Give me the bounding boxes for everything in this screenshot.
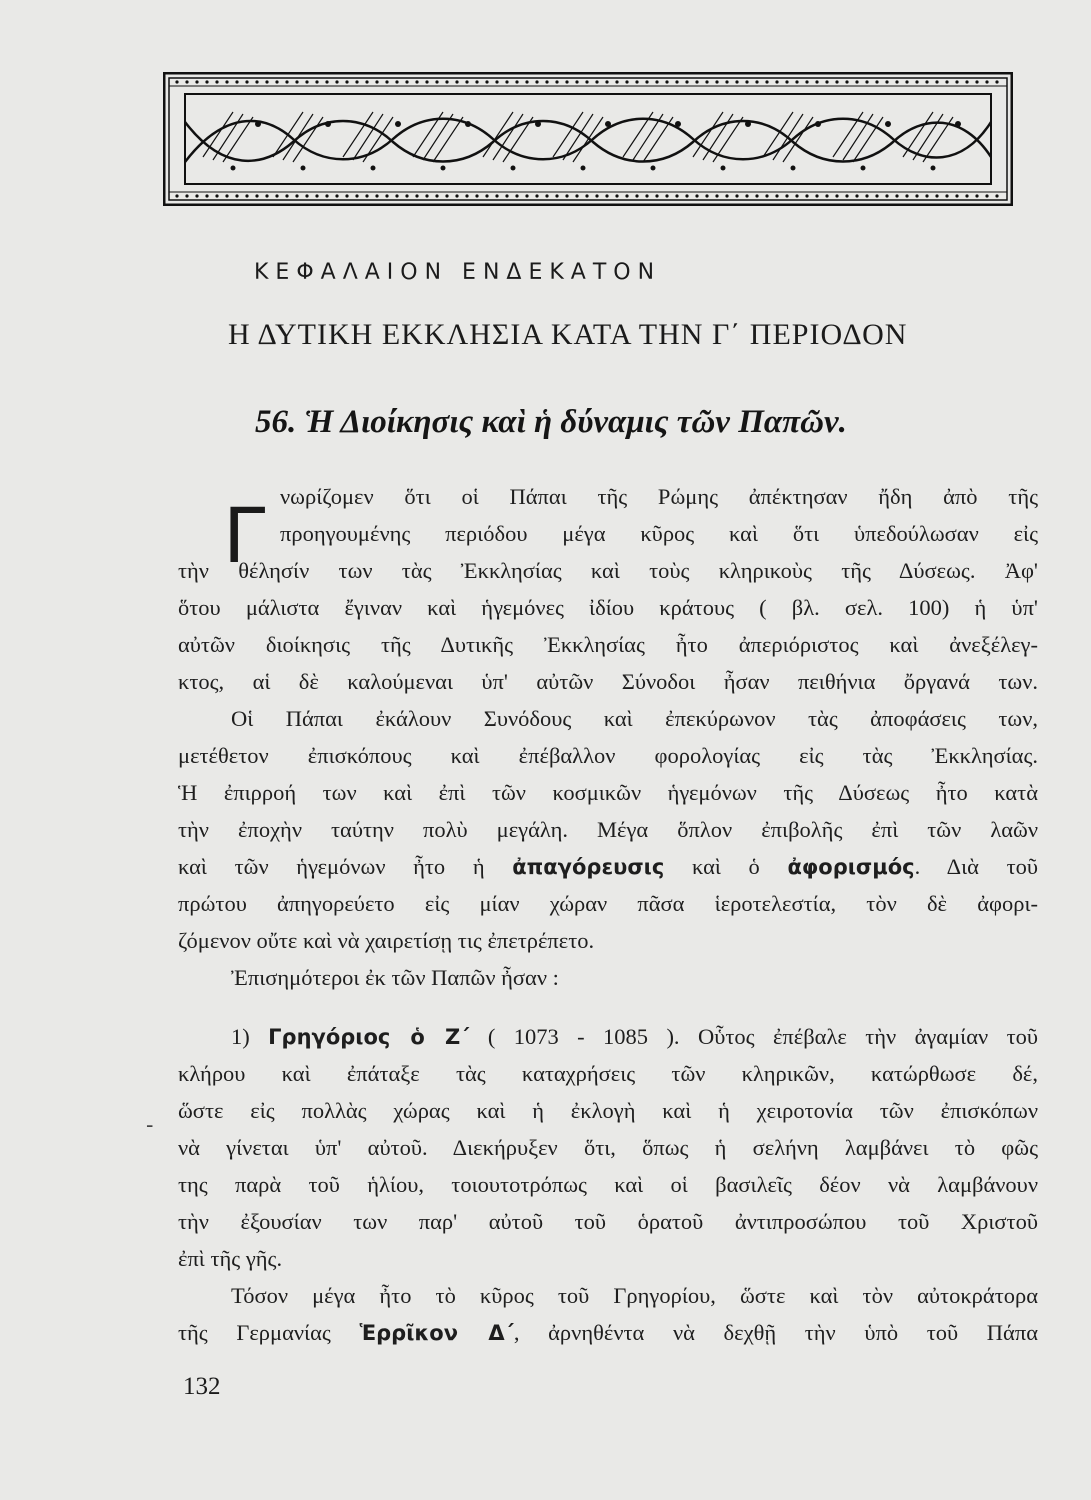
text-run: καὶ ὁ	[664, 854, 788, 879]
text-line: της παρὰ τοῦ ἡλίου, τοιουτοτρόπως καὶ οἱ βασιλεῖς δέον νὰ λαμβάνουν	[178, 1172, 1038, 1197]
text-line: πρώτου ἀπηγορεύετο εἰς μίαν χώραν πᾶσα ἱεροτελεστία, τὸν δὲ ἀφορι-	[178, 891, 1038, 916]
text-line: ζόμενον οὔτε καὶ νὰ χαιρετίσῃ τις ἐπετρέπετο.	[178, 928, 595, 953]
text-line: Ἐπισημότεροι ἐκ τῶν Παπῶν ἦσαν :	[231, 965, 559, 990]
text-run: ( 1073 - 1085 ). Οὗτος ἐπέβαλε τὴν ἀγαμίαν τοῦ	[469, 1024, 1039, 1049]
text-run: . Διὰ τοῦ	[914, 854, 1039, 879]
text-run: καὶ τῶν ἡγεμόνων ἦτο ἡ	[178, 854, 513, 879]
text-line	[178, 848, 1038, 885]
text-line: νὰ γίνεται ὑπ' αὐτοῦ. Διεκήρυξεν ὅτι, ὅπως ἡ σελήνη λαμβάνει τὸ φῶς	[178, 1135, 1038, 1160]
text-line: ἐπὶ τῆς γῆς.	[178, 1246, 283, 1271]
chapter-title: Η ΔΥΤΙΚΗ ΕΚΚΛΗΣΙΑ ΚΑΤΑ ΤΗΝ Γ΄ ΠΕΡΙΟΔΟΝ	[228, 318, 908, 351]
bold-term: Γρηγόριος ὁ Ζ΄	[268, 1025, 470, 1049]
drop-cap: Γ	[223, 491, 266, 580]
chapter-label: ΚΕΦΑΛΑΙΟΝ ΕΝΔΕΚΑΤΟΝ	[254, 260, 662, 285]
text-line	[178, 1018, 1038, 1055]
text-line: Ἡ ἐπιρροή των καὶ ἐπὶ τῶν κοσμικῶν ἡγεμόνων τῆς Δύσεως ἦτο κατὰ	[178, 780, 1038, 805]
text-run: , ἀρνηθέντα νὰ δεχθῇ τὴν ὑπὸ τοῦ Πάπα	[513, 1320, 1038, 1345]
text-line: αὐτῶν διοίκησις τῆς Δυτικῆς Ἐκκλησίας ἦτο ἀπεριόριστος καὶ ἀνεξέλεγ-	[178, 632, 1038, 657]
section-title: 56. Ἡ Διοίκησις καὶ ἡ δύναμις τῶν Παπῶν.	[255, 404, 847, 440]
text-line: κλήρου καὶ ἐπάταξε τὰς καταχρήσεις τῶν κληρικῶν, κατώρθωσε δέ,	[178, 1061, 1038, 1086]
text-line: τὴν ἐξουσίαν των παρ' αὐτοῦ τοῦ ὁρατοῦ ἀντιπροσώπου τοῦ Χριστοῦ	[178, 1209, 1038, 1234]
paragraph-gap	[178, 996, 1038, 1018]
text-run: τῆς Γερμανίας	[178, 1320, 360, 1345]
paragraph-3	[178, 959, 1038, 996]
paragraph-5	[178, 1277, 1038, 1351]
bold-term: Ἑρρῖκον Δ΄	[359, 1321, 514, 1345]
text-line: ὅτου μάλιστα ἔγιναν καὶ ἡγεμόνες ἰδίου κράτους ( βλ. σελ. 100) ἡ ὑπ'	[178, 595, 1038, 620]
text-line: Τόσον μέγα ἦτο τὸ κῦρος τοῦ Γρηγορίου, ὥστε καὶ τὸν αὐτοκράτορα	[231, 1283, 1038, 1308]
bold-term: ἀπαγόρευσις	[512, 855, 665, 879]
text-line	[178, 1314, 1038, 1351]
text-line: νωρίζομεν ὅτι οἱ Πάπαι τῆς Ρώμης ἀπέκτησαν ἤδη ἀπὸ τῆς	[280, 484, 1038, 509]
paragraph-2	[178, 700, 1038, 959]
text-line: προηγουμένης περιόδου μέγα κῦρος καὶ ὅτι ὑπεδούλωσαν εἰς	[280, 521, 1038, 546]
paragraph-1	[178, 478, 1038, 700]
text-line: μετέθετον ἐπισκόπους καὶ ἐπέβαλλον φορολογίας εἰς τὰς Ἐκκλησίας.	[178, 743, 1038, 768]
margin-mark: -	[146, 1113, 154, 1138]
text-line: κτος, αἱ δὲ καλούμεναι ὑπ' αὐτῶν Σύνοδοι ἦσαν πειθήνια ὄργανά των.	[178, 669, 1038, 694]
paragraph-4	[178, 1018, 1038, 1277]
text-line: τὴν θέλησίν των τὰς Ἐκκλησίας καὶ τοὺς κληρικοὺς τῆς Δύσεως. Ἀφ'	[178, 558, 1038, 583]
bold-term: ἀφορισμός	[787, 855, 915, 879]
body-text	[178, 478, 1038, 1351]
text-line: Οἱ Πάπαι ἐκάλουν Συνόδους καὶ ἐπεκύρωνον τὰς ἀποφάσεις των,	[231, 706, 1038, 731]
text-run: 1)	[231, 1024, 269, 1049]
page-number: 132	[183, 1373, 221, 1400]
text-line: ὥστε εἰς πολλὰς χώρας καὶ ἡ ἐκλογὴ καὶ ἡ χειροτονία τῶν ἐπισκόπων	[178, 1098, 1038, 1123]
ornamental-header-icon	[163, 72, 1013, 206]
text-line: τὴν ἐποχὴν ταύτην πολὺ μεγάλη. Μέγα ὅπλον ἐπιβολῆς ἐπὶ τῶν λαῶν	[178, 817, 1038, 842]
